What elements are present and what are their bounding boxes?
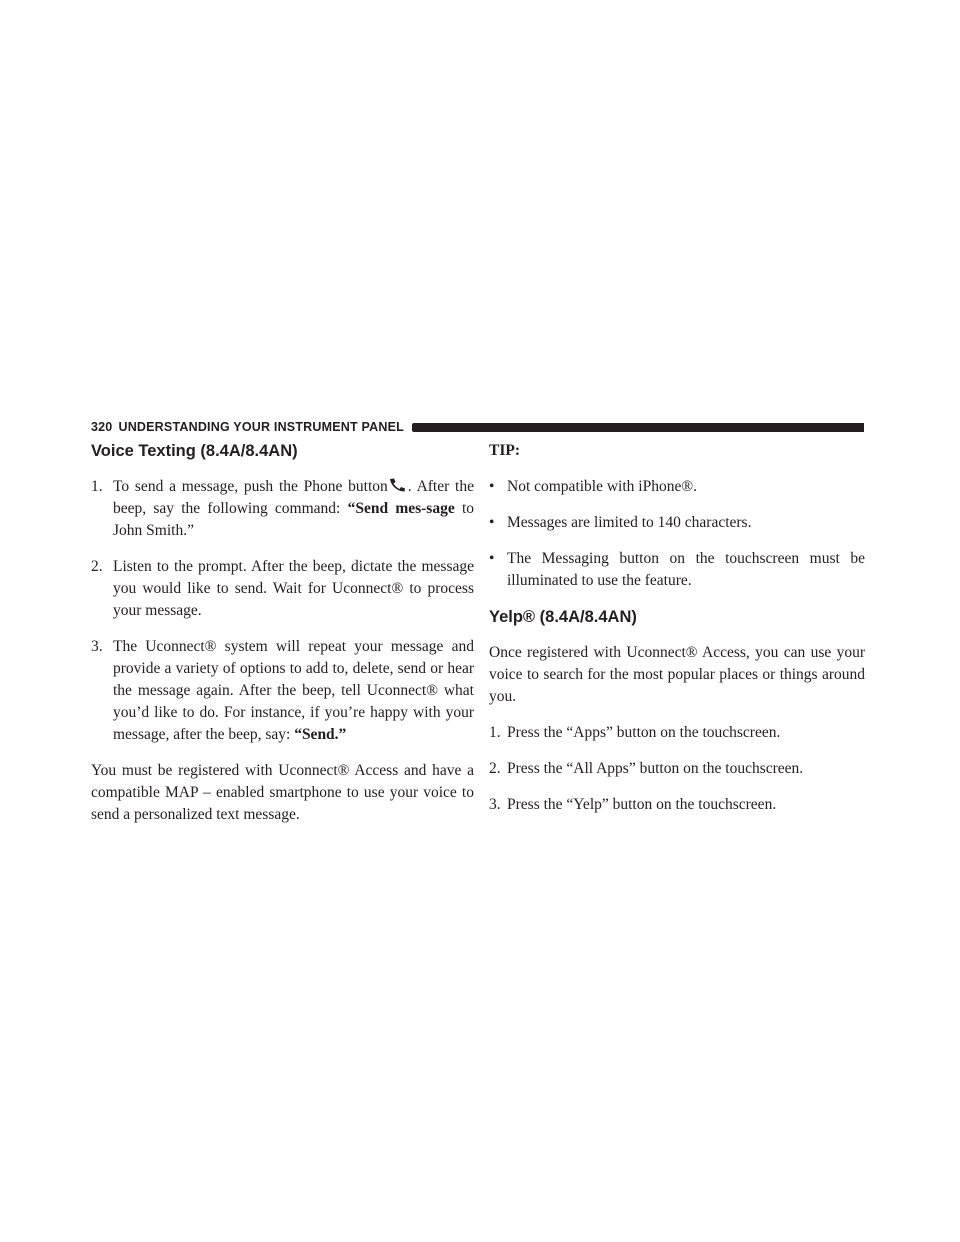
step-text-part: to John Smith.” [113, 500, 475, 539]
voice-command: “Send mes-sage [347, 500, 455, 517]
step-text-part: . After the beep, say the following command: [113, 478, 474, 517]
tip-text: The Messaging button on the touchscreen must be illuminated to use the feature. [507, 550, 865, 589]
step-number: 2. [91, 558, 103, 575]
phone-icon [388, 477, 408, 491]
step-number: 2. [489, 760, 501, 777]
step-number: 3. [489, 796, 501, 813]
right-column [489, 440, 865, 830]
step-text: Listen to the prompt. After the beep, dictate the message you would like to send. Wait for Uconnect® to process your message. [113, 558, 474, 619]
yelp-heading: Yelp® (8.4A/8.4AN) [489, 608, 637, 626]
list-item [91, 476, 474, 542]
list-item [489, 476, 865, 498]
closing-paragraph: You must be registered with Uconnect® Access and have a compatible MAP – enabled smartphone to use your voice to send a personalized text message. [91, 762, 474, 823]
step-text: Press the “Yelp” button on the touchscreen. [507, 796, 777, 813]
header-rule [412, 423, 864, 432]
bullet-icon: • [489, 478, 495, 495]
list-item [489, 722, 865, 744]
step-text: Press the “Apps” button on the touchscreen. [507, 724, 781, 741]
page-header [91, 418, 864, 436]
list-item [91, 636, 474, 746]
section-title: UNDERSTANDING YOUR INSTRUMENT PANEL [118, 420, 404, 434]
step-number: 3. [91, 638, 103, 655]
list-item [489, 512, 865, 534]
list-item [489, 794, 865, 816]
voice-texting-heading: Voice Texting (8.4A/8.4AN) [91, 442, 298, 460]
step-text-part: The Uconnect® system will repeat your message and provide a variety of options to add to, delete, send or hear the message again. After the beep, tell Uconnect® what you’d like to do. For instance, if you’re happy with your message, after the beep, say: [113, 638, 474, 743]
step-number: 1. [489, 724, 501, 741]
voice-command: “Send.” [294, 726, 347, 743]
bullet-icon: • [489, 514, 495, 531]
tip-text: Messages are limited to 140 characters. [507, 514, 752, 531]
step-text: Press the “All Apps” button on the touchscreen. [507, 760, 804, 777]
left-column [91, 440, 474, 826]
page-number: 320 [91, 420, 113, 434]
tip-label: TIP: [489, 442, 520, 459]
tip-text: Not compatible with iPhone®. [507, 478, 698, 495]
step-text-part: To send a message, push the Phone button [113, 478, 388, 495]
step-text [113, 476, 474, 542]
step-text [113, 636, 474, 746]
list-item [489, 548, 865, 592]
bullet-icon: • [489, 550, 495, 567]
list-item [489, 758, 865, 780]
step-number: 1. [91, 478, 103, 495]
yelp-intro: Once registered with Uconnect® Access, you can use your voice to search for the most popular places or things around you. [489, 644, 865, 705]
list-item [91, 556, 474, 622]
